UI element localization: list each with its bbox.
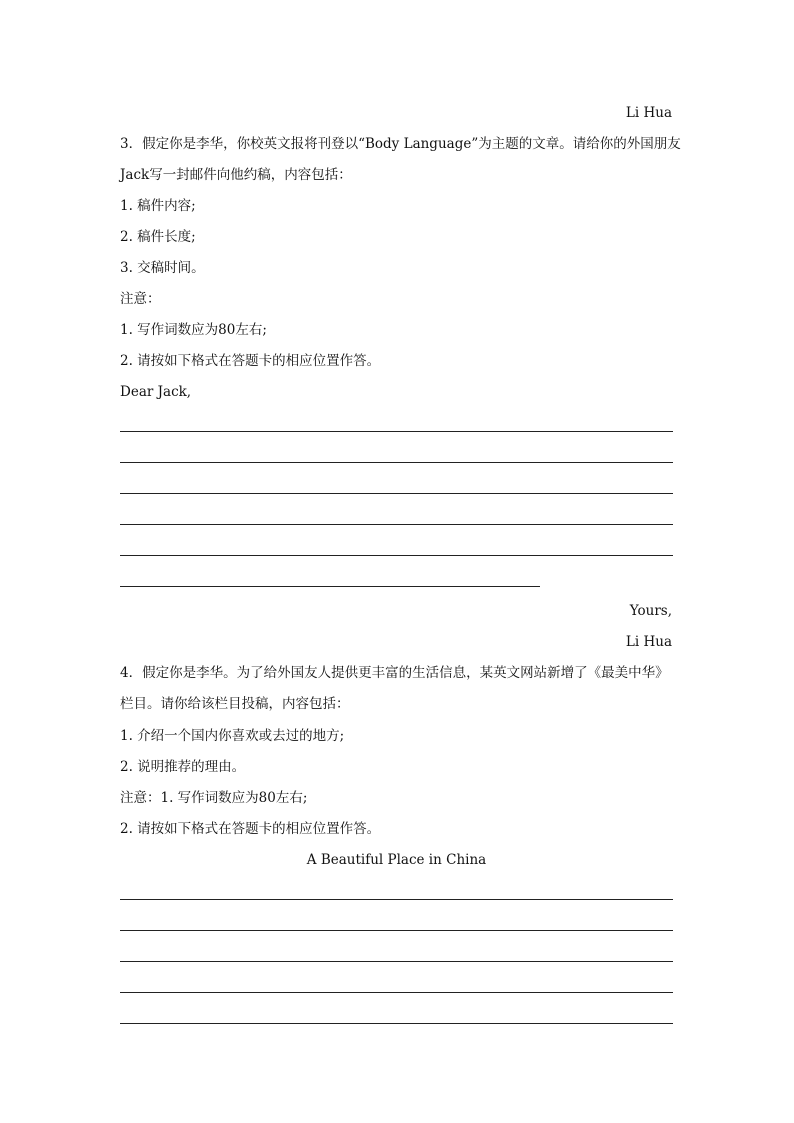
- q3-prompt-line-1: 3．假定你是李华，你校英文报将刊登以“Body Language”为主题的文章。请给你的外国朋友: [120, 136, 681, 152]
- q3-item-1: 1. 稿件内容;: [120, 198, 196, 214]
- q4-answer-line[interactable]: [120, 1023, 673, 1024]
- q3-note-2: 2. 请按如下格式在答题卡的相应位置作答。: [120, 353, 381, 369]
- q3-signature: Li Hua: [625, 634, 672, 650]
- q3-closing: Yours,: [629, 603, 672, 619]
- q4-answer-line[interactable]: [120, 899, 673, 900]
- q3-answer-line[interactable]: [120, 555, 673, 556]
- q3-answer-line[interactable]: [120, 431, 673, 432]
- q3-item-3: 3. 交稿时间。: [120, 260, 205, 276]
- q3-note-1: 1. 写作词数应为80左右;: [120, 322, 267, 338]
- q4-prompt-line-2: 栏目。请你给该栏目投稿，内容包括：: [120, 696, 350, 712]
- q4-answer-line[interactable]: [120, 992, 673, 993]
- q4-prompt-line-1: 4．假定你是李华。为了给外国友人提供更丰富的生活信息，某英文网站新增了《最美中华》: [120, 665, 669, 681]
- q4-item-2: 2. 说明推荐的理由。: [120, 759, 246, 775]
- q3-answer-line[interactable]: [120, 493, 673, 494]
- q3-prompt-line-2: Jack写一封邮件向他约稿，内容包括：: [120, 167, 352, 183]
- q4-note-1: 注意：1. 写作词数应为80左右;: [120, 790, 308, 806]
- previous-signature: Li Hua: [625, 105, 672, 121]
- q4-essay-title: A Beautiful Place in China: [306, 852, 487, 868]
- q4-answer-line[interactable]: [120, 961, 673, 962]
- q4-item-1: 1. 介绍一个国内你喜欢或去过的地方;: [120, 728, 345, 744]
- q3-answer-line-short[interactable]: [120, 586, 540, 587]
- q3-salutation: Dear Jack,: [120, 384, 192, 400]
- q3-item-2: 2. 稿件长度;: [120, 229, 196, 245]
- q3-answer-line[interactable]: [120, 524, 673, 525]
- q4-note-2: 2. 请按如下格式在答题卡的相应位置作答。: [120, 821, 381, 837]
- q3-answer-line[interactable]: [120, 462, 673, 463]
- q3-notes-label: 注意：: [120, 291, 161, 307]
- q4-answer-line[interactable]: [120, 930, 673, 931]
